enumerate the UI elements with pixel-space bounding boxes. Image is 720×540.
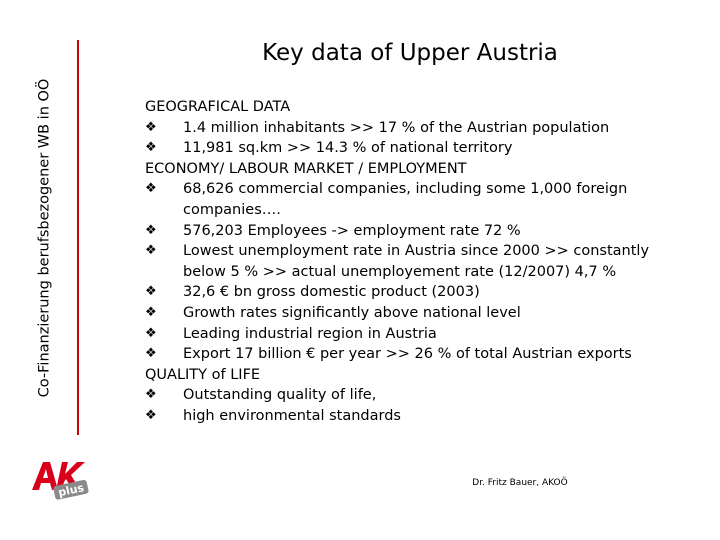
slide-content (145, 97, 685, 427)
bullet-diamond-icon: ❖ (145, 325, 157, 341)
bullet-item (145, 221, 685, 242)
sidebar-vertical-title (31, 40, 57, 435)
ak-plus-logo (28, 456, 92, 504)
bullet-diamond-icon: ❖ (145, 407, 157, 423)
slide-title: Key data of Upper Austria (262, 40, 558, 66)
section-heading: ECONOMY/ LABOUR MARKET / EMPLOYMENT (145, 160, 467, 177)
bullet-diamond-icon: ❖ (145, 243, 157, 259)
bullet-text: Lowest unemployment rate in Austria since 2000 >> constantly below 5 % >> actual unemployement rate (12/2007) 4,7 % (183, 243, 650, 280)
bullet-diamond-icon: ❖ (145, 304, 157, 320)
bullet-text: Leading industrial region in Austria (183, 325, 437, 342)
sidebar-title-text: Co-Finanzierung berufsbezogener WB in OÖ (36, 78, 53, 397)
bullet-text: 1.4 million inhabitants >> 17 % of the Austrian population (183, 119, 610, 136)
section-heading: QUALITY of LIFE (145, 366, 261, 383)
bullet-item (145, 179, 685, 220)
bullet-text: Outstanding quality of life, (183, 387, 377, 404)
bullet-text: 32,6 € bn gross domestic product (2003) (183, 284, 480, 301)
bullet-text: 576,203 Employees -> employment rate 72 % (183, 222, 521, 239)
bullet-item (145, 241, 685, 282)
bullet-item (145, 303, 685, 324)
bullet-item (145, 324, 685, 345)
bullet-text: 11,981 sq.km >> 14.3 % of national territory (183, 140, 513, 157)
logo-sub-text: plus (56, 481, 86, 500)
bullet-item (145, 138, 685, 159)
bullet-diamond-icon: ❖ (145, 284, 157, 300)
bullet-diamond-icon: ❖ (145, 140, 157, 156)
author-footer: Dr. Fritz Bauer, AKOÖ (472, 478, 568, 488)
sidebar-red-divider (77, 40, 79, 435)
bullet-diamond-icon: ❖ (145, 119, 157, 135)
bullet-text: high environmental standards (183, 407, 401, 424)
bullet-item (145, 344, 685, 365)
bullet-text: Growth rates significantly above national level (183, 304, 521, 321)
section-heading: GEOGRAFICAL DATA (145, 99, 291, 115)
bullet-diamond-icon: ❖ (145, 387, 157, 403)
bullet-text: Export 17 billion € per year >> 26 % of total Austrian exports (183, 346, 632, 363)
bullet-text: 68,626 commercial companies, including some 1,000 foreign companies…. (183, 181, 628, 218)
bullet-diamond-icon: ❖ (145, 181, 157, 197)
bullet-diamond-icon: ❖ (145, 222, 157, 238)
bullet-diamond-icon: ❖ (145, 346, 157, 362)
bullet-item (145, 118, 685, 139)
bullet-item (145, 282, 685, 303)
bullet-item (145, 385, 685, 406)
bullet-item (145, 406, 685, 427)
